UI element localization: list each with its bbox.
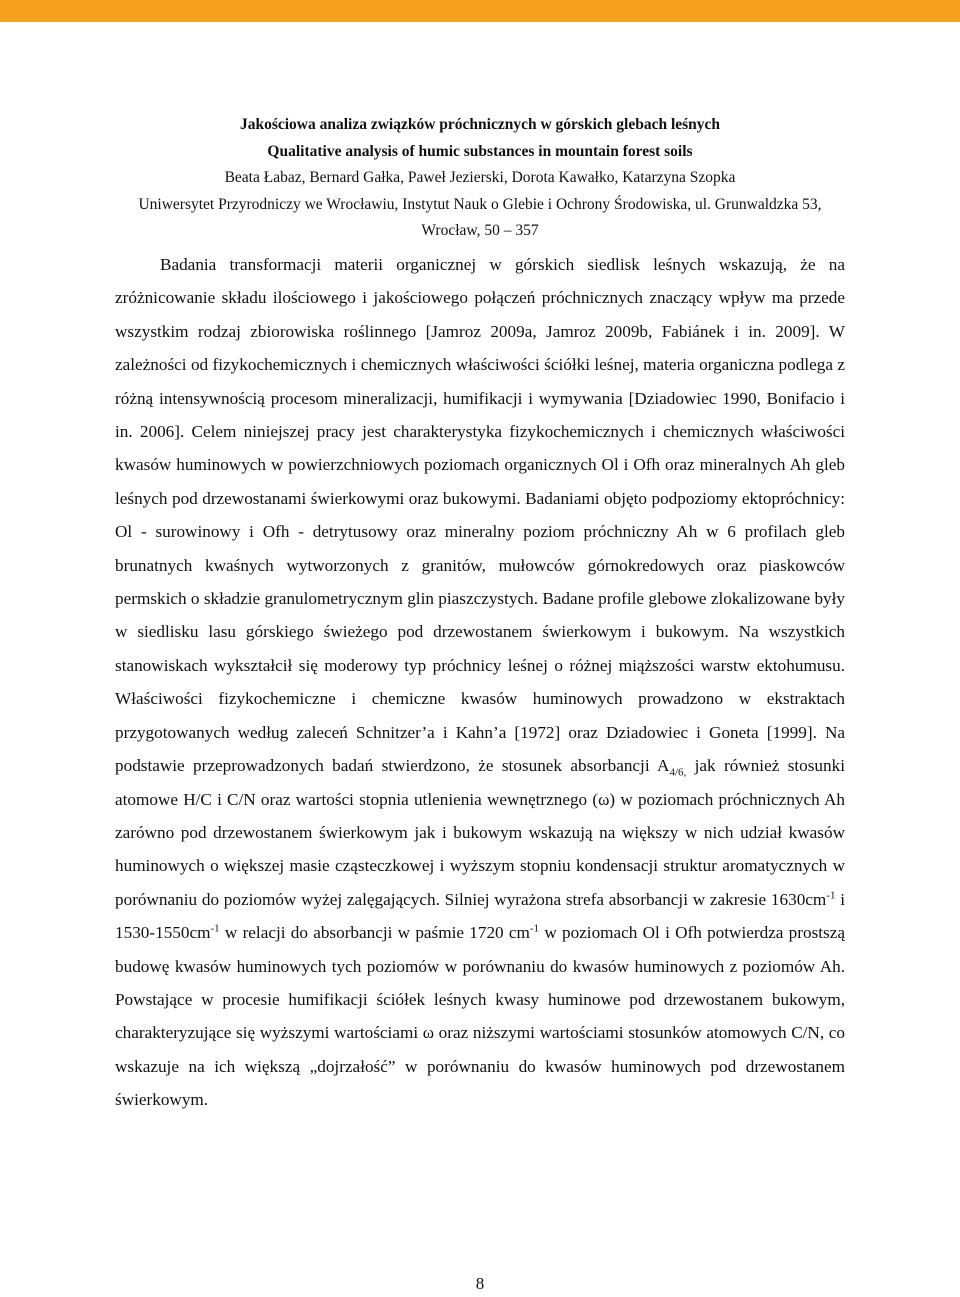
page-number: 8 — [475, 1274, 485, 1293]
title-polish: Jakościowa analiza związków próchnicznych w górskich glebach leśnych — [239, 116, 721, 133]
unit-superscript-2: -1 — [210, 922, 220, 935]
body-segment-4: w relacji do absorbancji w paśmie 1720 cm — [219, 923, 530, 943]
top-accent-bar — [0, 0, 960, 22]
body-segment-5: w poziomach Ol i Ofh potwierdza prostszą budowę kwasów huminowych tych poziomów w porównaniu do kwasów huminowych z poziomów Ah. Powstające w procesie humifikacji ściółek leśnych kwasy huminowe pod drzewostanem bukowym, charakteryzujące się wyższymi wartościami ω oraz niższymi wartościami stosunków atomowych C/N, co wskazuje na ich większą „dojrzałość” w porównaniu do kwasów huminowych pod drzewostanem świerkowym. — [115, 923, 845, 1110]
affiliation: Uniwersytet Przyrodniczy we Wrocławiu, Instytut Nauk o Glebie i Ochrony Środowiska, ul. Grunwaldzka 53, Wrocław, 50 – 357 — [138, 195, 822, 239]
authors: Beata Łabaz, Bernard Gałka, Paweł Jezierski, Dorota Kawałko, Katarzyna Szopka — [224, 169, 736, 186]
paper-header — [0, 112, 960, 245]
unit-superscript-1: -1 — [826, 888, 836, 901]
title-english: Qualitative analysis of humic substances in mountain forest soils — [267, 142, 693, 160]
absorbance-subscript: 4/6, — [669, 766, 687, 779]
unit-superscript-3: -1 — [529, 922, 540, 935]
abstract-body — [115, 248, 845, 1117]
body-segment-3: i 1530-1550cm — [115, 889, 845, 943]
body-segment-2: jak również stosunki atomowe H/C i C/N oraz wartości stopnia utlenienia wewnętrznego (ω) w poziomach próchnicznych Ah zarówno pod drzewostanem świerkowym jak i bukowym wskazują na większy w nich udział kwasów huminowych o większej masie cząsteczkowej i wyższym stopniu kondensacji struktur aromatycznych w porównaniu do poziomów wyżej zalęgających. Silniej wyrażona strefa absorbancji w zakresie 1630cm — [115, 756, 845, 909]
body-segment-1: Badania transformacji materii organicznej w górskich siedlisk leśnych wskazują, że na zróżnicowanie składu ilościowego i jakościowego połączeń próchnicznych znaczący wpływ ma przede wszystkim rodzaj zbiorowiska roślinnego [Jamroz 2009a, Jamroz 2009b, Fabiánek i in. 2009]. W zależności od fizykochemicznych i chemicznych właściwości ściółki leśnej, materia organiczna podlega z różną intensywnością procesom mineralizacji, humifikacji i wymywania [Dziadowiec 1990, Bonifacio i in. 2006]. Celem niniejszej pracy jest charakterystyka fizykochemicznych i chemicznych właściwości kwasów huminowych w powierzchniowych poziomach organicznych Ol i Ofh oraz mineralnych Ah gleb leśnych pod drzewostanami świerkowymi oraz bukowymi. Badaniami objęto podpoziomy ektopróchnicy: Ol - surowinowy i Ofh - detrytusowy oraz mineralny poziom próchniczny Ah w 6 profilach gleb brunatnych kwaśnych wytworzonych z granitów, mułowców górnokredowych oraz piaskowców permskich o składzie granulometrycznym glin piaszczystych. Badane profile glebowe zlokalizowane były w siedlisku lasu górskiego świeżego pod drzewostanem świerkowym i bukowym. Na wszystkich stanowiskach wykształcił się moderowy typ próchnicy leśnej o różnej miąższości warstw ektohumusu. Właściwości fizykochemiczne i chemiczne kwasów huminowych prowadzono w ekstraktach przygotowanych według zaleceń Schnitzer’a i Kahn’a [1972] oraz Dziadowiec i Goneta [1999]. Na podstawie przeprowadzonych badań stwierdzono, że stosunek absorbancji A — [115, 255, 845, 776]
